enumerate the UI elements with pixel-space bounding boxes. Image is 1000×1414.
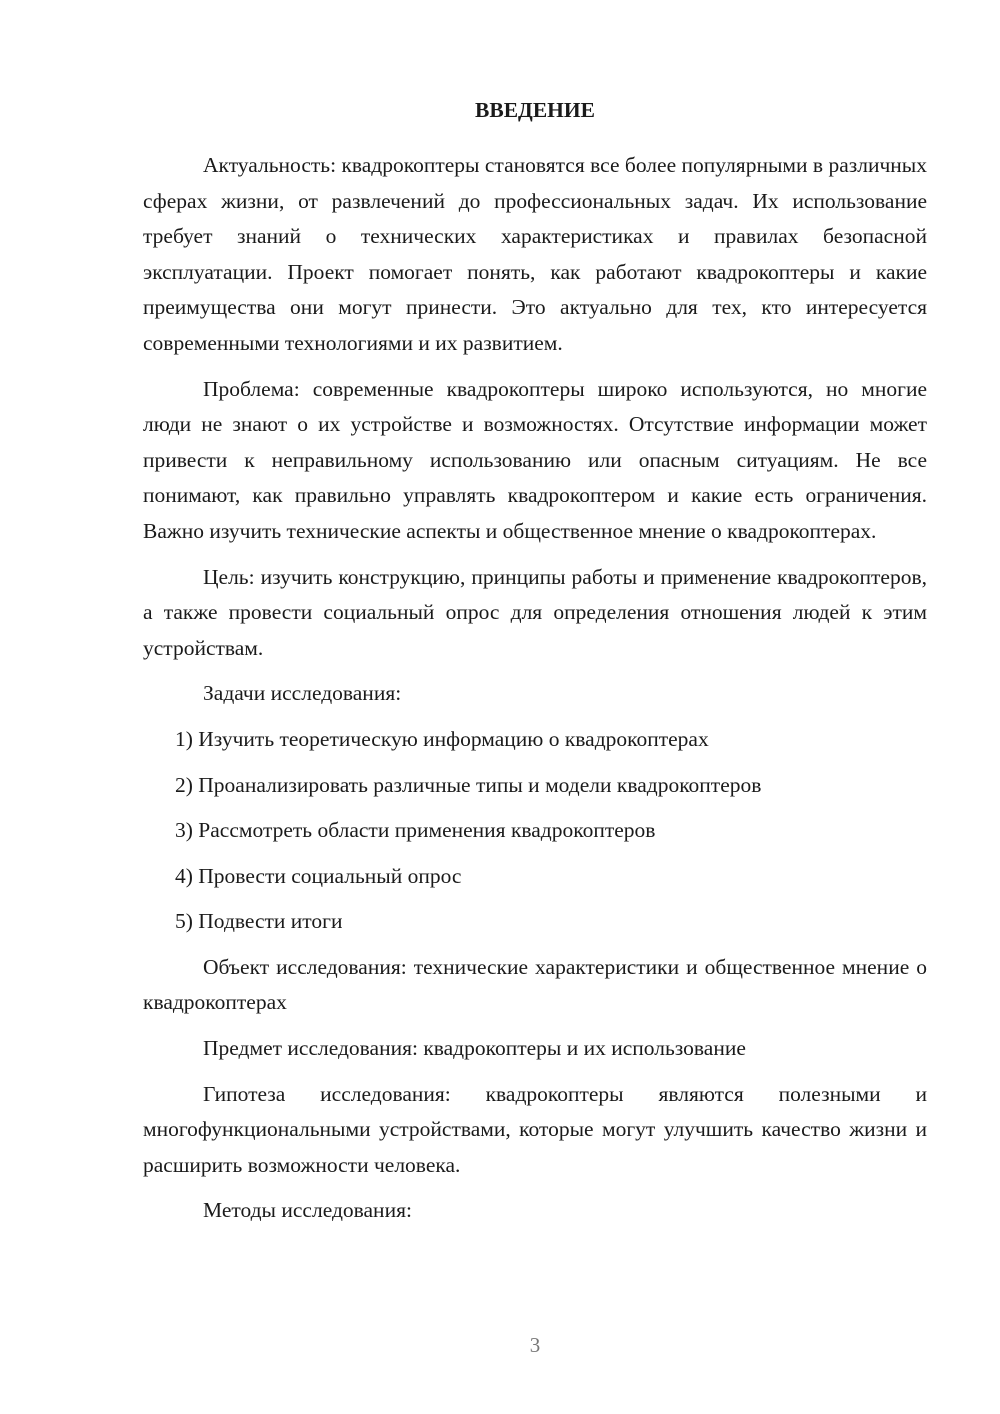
tasks-heading: Задачи исследования: [203,681,402,706]
tasks-list [143,722,927,940]
task-item: 3) Рассмотреть области применения квадрокоптеров [175,818,656,843]
object-paragraph: Объект исследования: технические характеристики и общественное мнение о квадрокоптерах [143,954,927,1015]
section-title: ВВЕДЕНИЕ [475,98,595,122]
subject-paragraph: Предмет исследования: квадрокоптеры и их использование [203,1036,746,1061]
problem-paragraph: Проблема: современные квадрокоптеры широко используются, но многие люди не знают о их устройстве и возможностях. Отсутствие информации может привести к неправильному использованию или опасным ситуациям. Не все понимают, как правильно управлять квадрокоптером и какие есть ограничения. Важно изучить технические аспекты и общественное мнение о квадрокоптерах. [143,376,927,543]
task-item: 2) Проанализировать различные типы и модели квадрокоптеров [175,772,762,797]
task-item: 5) Подвести итоги [175,909,343,934]
document-page [143,92,927,1239]
task-item: 1) Изучить теоретическую информацию о квадрокоптерах [175,726,709,751]
methods-heading: Методы исследования: [203,1198,412,1223]
goal-paragraph: Цель: изучить конструкцию, принципы работы и применение квадрокоптеров, а также провести социальный опрос для определения отношения людей к этим устройствам. [143,564,927,660]
relevance-paragraph: Актуальность: квадрокоптеры становятся все более популярными в различных сферах жизни, от развлечений до профессиональных задач. Их использование требует знаний о технических характеристиках и правилах безопасной эксплуатации. Проект помогает понять, как работают квадрокоптеры и какие преимущества они могут принести. Это актуально для тех, кто интересуется современными технологиями и их развитием. [143,153,927,355]
hypothesis-paragraph: Гипотеза исследования: квадрокоптеры являются полезными и многофункциональными устройствами, которые могут улучшить качество жизни и расширить возможности человека. [143,1081,927,1177]
page-number: 3 [529,1333,541,1357]
task-item: 4) Провести социальный опрос [175,863,462,888]
